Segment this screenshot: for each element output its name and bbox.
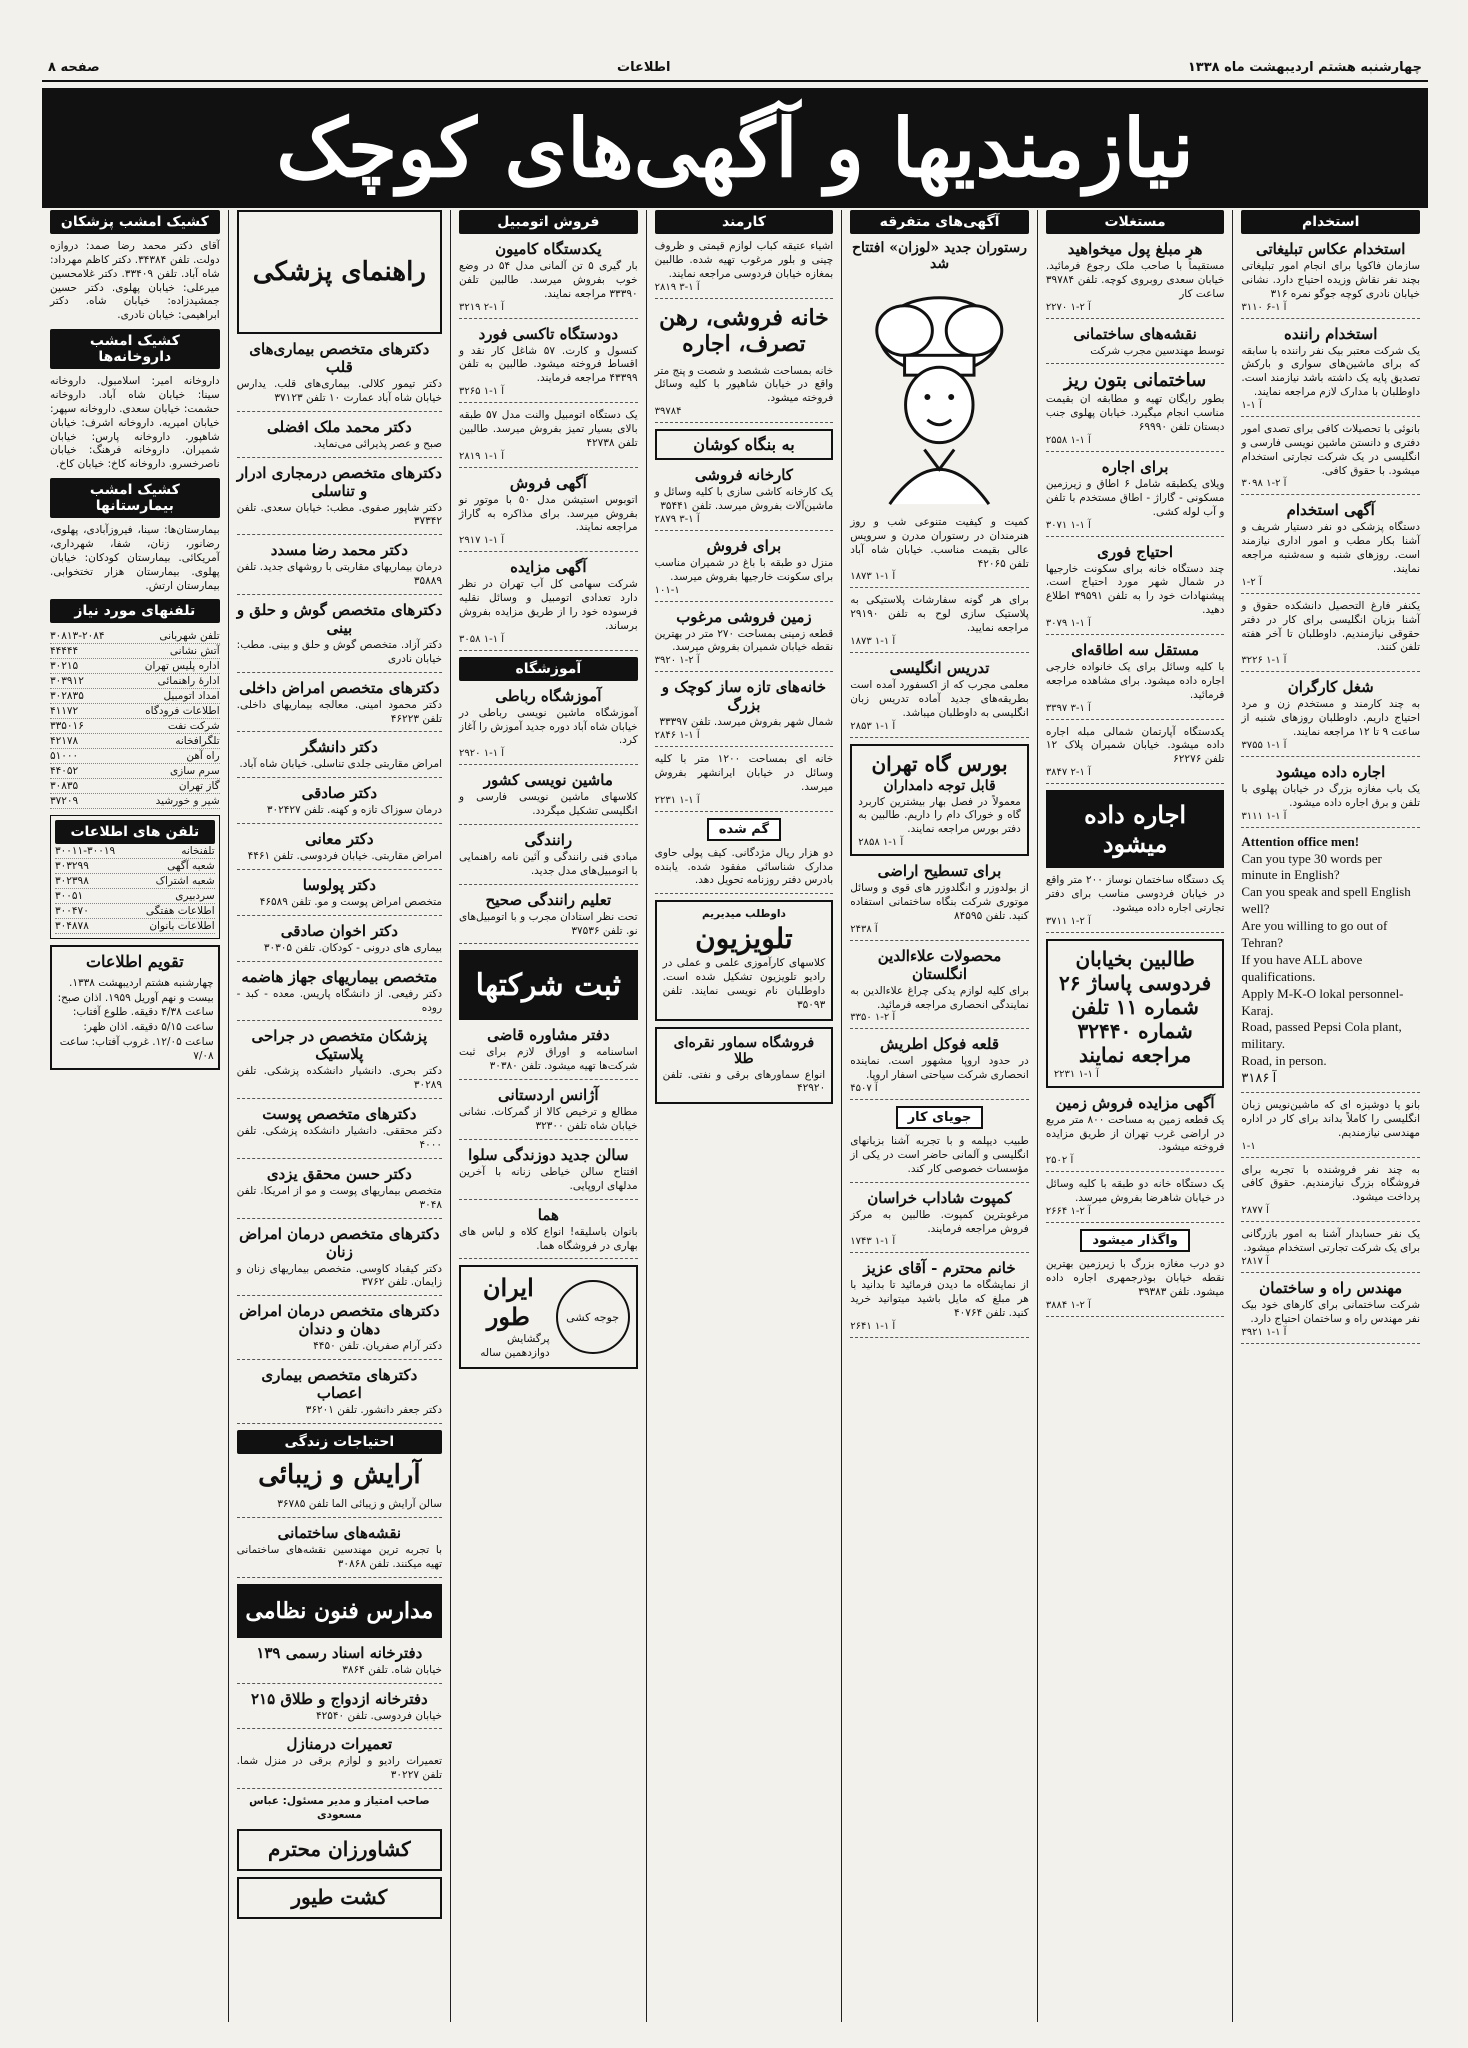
section-head-pharmacies: کشیک امشب داروخانه‌ها: [50, 329, 220, 369]
ad: دکترهای متخصص درمان امراض زنان دکتر کیقباد کاوسی. متخصص بیماریهای زنان و زایمان. تلفن ۳۷۶۲: [237, 1225, 442, 1297]
ad: مهندس راه و ساختمان شرکت ساختمانی برای کارهای خود بیک نفر مهندس راه و ساختمان احتیاج دارد. ۳۹۲۱ آ ۱-۱: [1241, 1279, 1420, 1344]
column-doctors: [228, 210, 450, 2022]
ad: دودستگاه تاکسی فورد کنسول و کارت. ۵۷ شاغل کار نقد و اقساط فروخته میشود. طالبین به تلفن ۴۳۳۹۹ مراجعه فرمایند. ۳۲۶۵ آ ۱-۱: [459, 325, 638, 404]
section-head-real-estate: مستغلات: [1046, 210, 1225, 234]
ad: تعلیم رانندگی صحیح تحت نظر استادان مجرب و با اتومبیل‌های نو. تلفن ۳۷۵۳۶: [459, 891, 638, 945]
ad: ساختمانی بتون ریز بطور رایگان تهیه و مطابقه ان بقیمت مناسب انجام میگیرد. خیابان پهلوی جنب دبستان تلفن ۶۹۹۹۰ ۲۵۵۸ آ ۱-۱: [1046, 370, 1225, 452]
ad: دکتر پولوسا متخصص امراض پوست و مو. تلفن ۴۶۵۸۹: [237, 876, 442, 916]
ad: مستقل سه اطاقه‌ای با کلیه وسائل برای یک خانواده خارجی اجاره داده میشود. برای مشاهده مراجعه فرمائید. ۳۳۹۷ آ ۱-۳: [1046, 641, 1225, 720]
military-school-logo: مدارس فنون نظامی: [237, 1584, 442, 1638]
ad: رانندگی مبادی فنی رانندگی و آئین نامه راهنمایی با اتومبیل‌های مدل جدید.: [459, 831, 638, 885]
ad: دکترهای متخصص بیماری اعصاب دکتر جعفر دانشور. تلفن ۳۶۲۰۱: [237, 1366, 442, 1424]
ad: آگهی مزایده فروش زمین یک قطعه زمین به مساحت ۸۰۰ متر مربع در اراضی غرب تهران از طریق مزایده فروخته میشود. ۲۵۰۲ آ: [1046, 1094, 1225, 1173]
ad: اجاره داده میشود یک باب مغازه بزرگ در خیابان پهلوی با تلفن و برق اجاره داده میشود. ۳۱۱۱ آ ۱-۱: [1241, 763, 1420, 828]
ad: سالن جدید دوزندگی سلوا افتتاح سالن خیاطی زنانه با آخرین مدلهای اروپایی.: [459, 1146, 638, 1200]
ad: نقشه‌های ساختمانی با تجربه ترین مهندسین نقشه‌های ساختمانی تهیه میکنند. تلفن ۳۰۸۶۸: [237, 1524, 442, 1578]
page-number: صفحه ۸: [48, 59, 100, 75]
section-head-life-needs: احتیاجات زندگی: [237, 1430, 442, 1454]
ad: ماشین نویسی کشور کلاسهای ماشین نویسی فارسی و انگلیسی تشکیل میگردد.: [459, 771, 638, 825]
house-sale-heading: خانه فروشی، رهن تصرف، اجاره: [659, 304, 829, 357]
doctors-on-call-text: آقای دکتر محمد رضا صمد: دروازه دولت. تلفن ۳۴۳۸۴. دکتر کاظم مهرداد: شاه آباد. تلفن ۳۳۴۰۹. دکتر غلامحسین میرعلی: خیابان پهلوی. دکتر حسین جمشیدزاده: خیابان شاه. دکتر ابراهیمی: خیابان نادری.: [50, 240, 220, 322]
ad: دکتر اخوان صادقی بیماری های درونی - کودکان. تلفن ۳۰۳۰۵: [237, 922, 442, 962]
ad: کارخانه فروشی یک کارخانه کاشی سازی با کلیه وسائل و ماشین‌آلات بفروش میرسد. تلفن ۳۵۴۴۱ ۲۸۷۹ آ ۱-۳: [655, 466, 834, 531]
ad: استخدام راننده یک شرکت معتبر بیک نفر راننده با سابقه که برای ماشین‌های سواری و بارکش تصدیق پایه یک داشته باشد نیازمند است. داوطلبان با مدارک لازم مراجعه نمایند. آ ۱-۱: [1241, 325, 1420, 417]
ad: آموزشگاه رباطی آموزشگاه ماشین نویسی رباطی در خیابان شاه آباد دوره جدید آموزش را آغاز کرد. ۲۹۲۰ آ ۱-۱: [459, 687, 638, 766]
ad: محصولات علاءالدین انگلستان برای کلیه لوازم یدکی چراغ علاءالدین به نمایندگی انحصاری مراجعه فرمائید. ۳۳۵۰ آ ۲-۱: [850, 947, 1029, 1030]
ad: سالن آرایش و زیبائی الما تلفن ۳۶۷۸۵: [237, 1498, 442, 1518]
ad: یکدستگاه کامیون بار گیری ۵ تن آلمانی مدل ۵۴ در وضع خوب بفروش میرسد. طالبین تلفن ۳۳۳۹۰ مراجعه نمایند. ۳۲۱۹ آ ۱-۲: [459, 240, 638, 319]
hospitals-text: بیمارستان‌ها: سینا، فیروزآبادی، پهلوی، رضانور، زنان، شفا، شهرداری، آمریکائی. بیمارستان کودکان: خیابان پهلوی. بیمارستان هزار تختخوابی. بیمارستان ارتش.: [50, 524, 220, 592]
newspaper-page: [42, 54, 1428, 2022]
classifieds-banner: [42, 88, 1428, 208]
restaurant-title: رستوران جدید «لوزان» افتتاح شد: [852, 240, 1028, 272]
ad: دفترخانه ازدواج و طلاق ۲۱۵ خیابان فردوسی. تلفن ۴۲۵۴۰: [237, 1690, 442, 1730]
ad: آگهی استخدام دستگاه پزشکی دو نفر دستیار شریف و آشنا بکار مطب و امور اداری نیازمند است. روزهای شنبه و سه‌شنبه مراجعه نمایند. آ ۲-۱: [1241, 501, 1420, 593]
company-registration-logo: ثبت شرکتها: [459, 950, 638, 1020]
ad: هما بانوان باسلیقه! انواع کلاه و لباس های بهاری در فروشگاه هما.: [459, 1206, 638, 1260]
phone-row: آتش نشانی ۴۴۴۴۴: [50, 645, 220, 658]
chef-illustration: [850, 280, 1029, 510]
ad: برای فروش منزل دو طبقه با باغ در شمیران مناسب برای سکونت خارجیها بفروش میرسد. ۱۰۱-۱: [655, 537, 834, 602]
ettelaat-calendar: [50, 945, 220, 1070]
columns: [42, 210, 1428, 2022]
ad: یکدستگاه آپارتمان شمالی مبله اجاره داده میشود. خیابان شمیران پلاک ۱۲ تلفن ۶۲۲۷۶ ۳۸۴۷ آ ۱-۲: [1046, 726, 1225, 785]
phone-row: اداره پلیس تهران ۳۰۲۱۵: [50, 660, 220, 673]
ad: برای تسطیح اراضی از بولدوزر و انگلدوزر های قوی و وسائل موتوری شرکت بنگاه ساختمانی استفاده کنید. تلفن ۸۴۵۹۵ ۲۴۳۸ آ: [850, 862, 1029, 941]
ad: پزشکان متخصص در جراحی پلاستیک دکتر بحری. دانشیار دانشکده پزشکی. تلفن ۳۰۲۸۹: [237, 1027, 442, 1099]
samovar-shop-ad: فروشگاه سماور نقره‌ای طلا انواع سماورهای برقی و نفتی. تلفن ۴۲۹۲۰: [655, 1027, 834, 1105]
ettelaat-phones-box: [50, 815, 220, 939]
phones-list: [50, 629, 220, 809]
phone-row: تلگرافخانه ۴۲۱۷۸: [50, 735, 220, 748]
ettelaat-phones-head: تلفن های اطلاعات: [55, 820, 215, 844]
phone-row: اطلاعات هفتگی ۳۰۰۴۷۰: [55, 905, 215, 918]
ad: تدریس انگلیسی معلمی مجرب که از اکسفورد آمده است بطریقه‌های جدید آماده تدریس زبان انگلیسی به داوطلبان میباشد. ۲۸۵۳ آ ۱-۱: [850, 659, 1029, 738]
television-ad: داوطلب میدیریم تلویزیون کلاسهای کارآموزی علمی و عملی در رادیو تلویزیون تشکیل شده است. داوطلبان نام نویسی نمایند. تلفن ۳۵۰۹۳: [655, 900, 834, 1020]
ad: آگهی فروش اتوبوس استیشن مدل ۵۰ با موتور نو بفروش میرسد. برای مذاکره به گاراژ مراجعه نمایند. ۲۹۱۷ آ ۱-۱: [459, 474, 638, 553]
ferdowsi-passage-ad: طالبین بخیابان فردوسی پاساژ ۲۶ شماره ۱۱ تلفن شماره ۳۲۴۴۰ مراجعه نمایند ۲۲۳۱ آ ۱-۱: [1046, 939, 1225, 1088]
phone-row: شعبه آگهی ۳۰۳۲۹۹: [55, 860, 215, 873]
publisher-line: صاحب امتیاز و مدیر مسئول: عباس مسعودی: [249, 1795, 430, 1821]
rent-heading: اجاره داده میشود: [1046, 790, 1225, 868]
section-head-car-sales: فروش اتومبیل: [459, 210, 638, 234]
phone-row: سرم سازی ۴۴۰۵۲: [50, 765, 220, 778]
ad: یک دستگاه خانه دو طبقه با کلیه وسائل در خیابان شاهرضا بفروش میرسد. ۲۶۶۴ آ ۲-۱: [1046, 1178, 1225, 1223]
section-head-misc: آگهی‌های متفرقه: [850, 210, 1029, 234]
column-cars: [450, 210, 646, 2022]
ad: متخصص بیماریهای جهاز هاضمه دکتر رفیعی. از دانشگاه پاریس. معده - کبد - روده: [237, 968, 442, 1022]
ad: دکترهای متخصص پوست دکتر محققی. دانشیار دانشکده پزشکی. تلفن ۴۰۰۰: [237, 1105, 442, 1159]
ad: یکنفر فارغ التحصیل دانشکده حقوق و آشنا بزبان انگلیسی برای کار در دفتر حقوقی نیازمندیم. داوطلبان تا آخر هفته تلفن کنند. ۳۲۲۶ آ ۱-۱: [1241, 600, 1420, 672]
ad: برای اجاره ویلای یکطبقه شامل ۶ اطاق و زیرزمین مسکونی - گاراژ - اطاق مستخدم با تلفن و آب لوله کشی. ۳۰۷۱ آ ۱-۱: [1046, 458, 1225, 537]
ad: قلعه فوکل اطریش در حدود اروپا مشهور است. نماینده انحصاری شرکت سیاحتی اسفار اروپا. ۴۵۰۷ آ: [850, 1035, 1029, 1100]
ad: آگهی مزایده شرکت سهامی کل آب تهران در نظر دارد تعدادی اتومبیل و وسائل نقلیه فرسوده خود را از طریق مزایده بفروش برساند. ۳۰۵۸ آ ۱-۱: [459, 558, 638, 650]
phone-row: اطلاعات بانوان ۳۰۴۸۷۸: [55, 920, 215, 933]
farmers-ad: کشاورزان محترم: [237, 1829, 442, 1871]
section-tag-transfer: واگذار میشود: [1080, 1229, 1189, 1252]
phone-row: راه آهن ۵۱۰۰۰: [50, 750, 220, 763]
ad: دو درب مغازه بزرگ با زیرزمین بهترین نقطه خیابان بوذرجمهری اجاره داده میشود. تلفن ۳۹۳۸۳ ۳۸۸۴ آ ۲-۱: [1046, 1258, 1225, 1317]
column-on-call: [42, 210, 228, 2022]
kashan-agency-box: به بنگاه کوشان: [655, 429, 834, 460]
phone-row: گاز تهران ۳۰۸۳۵: [50, 780, 220, 793]
poultry-ad: کشت طیور: [237, 1877, 442, 1919]
english-ad: Attention office men! Can you type 30 words per minute in English? Can you speak and spell English well? Are you willing to go out of Tehran? If you have ALL above qualifications. Apply M-K-O lokal personnel- Karaj. Road, passed Pepsi Cola plant, military. Road, in person. ۳۱۸۶ آ: [1241, 834, 1420, 1093]
ad: دکتر صادقی درمان سوزاک تازه و کهنه. تلفن ۳۰۲۴۲۷: [237, 784, 442, 824]
column-houses: [646, 210, 842, 2022]
banner-title: نیازمندیها و آگهی‌های کوچک: [276, 101, 1194, 195]
hay-bourse-ad: بورس گاه تهران قابل توجه دامداران معمولاً در فصل بهار بیشترین کاربرد گاه و خوراک دام را داریم. طالبین به دفتر بورس مراجعه نمایند. ۲۸۵۸ آ ۱-۱: [850, 744, 1029, 857]
page-date: چهارشنبه هشتم اردیبهشت ماه ۱۳۳۸: [1187, 59, 1422, 75]
hatchery-circle-icon: جوجه کشی: [556, 1280, 630, 1354]
ad: دکتر محمد رضا مسدد درمان بیماریهای مقاربتی با روشهای جدید. تلفن ۳۵۸۸۹: [237, 541, 442, 595]
calendar-title: تقویم اطلاعات: [85, 952, 184, 972]
section-tag-lost: گم شده: [707, 818, 781, 841]
ad: هر مبلغ پول میخواهید مستقیماً با صاحب ملک رجوع فرمائید. خیابان سعدی روبروی کوچه. تلفن ۳۹۷۸۴ ساعت کار ۲۲۷۰ آ ۲-۱: [1046, 240, 1225, 319]
section-head-school: آموزشگاه: [459, 657, 638, 681]
ad: خانه بمساحت ششصد و شصت و پنج متر واقع در خیابان شاهپور با کلیه وسائل فروخته میشود. ۳۹۷۸۴: [655, 365, 834, 424]
ad: دکترهای متخصص درمجاری ادرار و تناسلی دکتر شاپور صفوی. مطب: خیابان سعدی. تلفن ۳۷۳۴۲: [237, 464, 442, 536]
ad: بانو یا دوشیزه ای که ماشین‌نویس زبان انگلیسی را کاملاً بداند برای کار در اداره مهندسی نیازمندیم. ۱-۱: [1241, 1099, 1420, 1158]
column-misc: [841, 210, 1037, 2022]
section-head-hospitals: کشیک امشب بیمارستانها: [50, 478, 220, 518]
phone-row: شعبه اشتراک ۳۰۲۳۹۸: [55, 875, 215, 888]
ad: کمپوت شاداب خراسان مرغوبترین کمپوت. طالبین به مرکز فروش مراجعه فرمایند. ۱۷۴۳ آ ۱-۱: [850, 1189, 1029, 1254]
ad: یک دستگاه ساختمان نوساز ۲۰۰ متر واقع در خیابان فردوسی مناسب برای دفتر تجارتی اجاره داده میشود. ۳۷۱۱ آ ۲-۱: [1046, 874, 1225, 933]
ad: خانم محترم - آقای عزیز از نمایشگاه ما دیدن فرمائید تا بدانید با هر مبلغ که مایل باشید میتوانید خرید کنید. تلفن ۴۰۷۶۴ ۲۶۴۱ آ ۱-۱: [850, 1259, 1029, 1338]
ad: یک نفر حسابدار آشنا به امور بازرگانی برای یک شرکت تجارتی استخدام میشود. ۲۸۱۷ آ: [1241, 1228, 1420, 1273]
ad: کمیت و کیفیت متنوعی شب و روز هنرمندان در رستوران مدرن و سرویس عالی بقیمت مناسب. خیابان شاه آباد تلفن ۴۲۰۶۵ ۱۸۷۳ آ ۱-۱: [850, 516, 1029, 588]
ad: دکترهای متخصص درمان امراض دهان و دندان دکتر آرام صفریان. تلفن ۴۴۵۰: [237, 1302, 442, 1360]
ad: دکتر حسن محقق یزدی متخصص بیماریهای پوست و مو از امریکا. تلفن ۳۰۴۸: [237, 1165, 442, 1219]
ad: دکتر محمد ملک افضلی صبح و عصر پذیرائی می‌نماید.: [237, 418, 442, 458]
section-head-phones: تلفنهای مورد نیاز: [50, 599, 220, 623]
medical-guide-logo: راهنمای پزشکی: [237, 210, 442, 334]
calendar-body: چهارشنبه هشتم اردیبهشت ۱۳۳۸. بیست و نهم آوریل ۱۹۵۹. اذان صبح: ساعت ۴/۳۸ دقیقه. طلوع آفتاب: ساعت ۵/۱۵ دقیقه. اذان ظهر: ساعت ۱۲/۰۵. غروب آفتاب: ساعت ۷/۰۸: [57, 976, 214, 1063]
ad: یک دستگاه اتومبیل والنت مدل ۵۷ طبقه بالای بسیار تمیز بفروش میرسد. طالبین تلفن ۴۲۷۳۸ ۲۸۱۹ آ ۱-۱: [459, 409, 638, 468]
phone-row: تلفن شهربانی ۳۰۸۱۳-۲۰۸۴: [50, 630, 220, 643]
ad: بانوئی با تحصیلات کافی برای تصدی امور دفتری و دانستن ماشین نویسی فارسی و انگلیسی در یک شرکت تجارتی استخدام میشود. با حقوق کافی. ۳۰۹۸ آ ۲-۱: [1241, 423, 1420, 495]
column-real-estate: [1037, 210, 1233, 2022]
ad: به چند نفر فروشنده با تجربه برای فروشگاه بزرگ نیازمندیم. حقوق کافی پرداخت میشود. ۲۸۷۷ آ: [1241, 1164, 1420, 1223]
column-employment: [1232, 210, 1428, 2022]
ad: خانه ای بمساحت ۱۲۰۰ متر با کلیه وسائل در خیابان ایرانشهر بفروش میرسد. ۲۲۳۱ آ ۱-۱: [655, 753, 834, 812]
beauty-heading: آرایش و زیبائی: [258, 1460, 421, 1491]
section-head-doctors-on-call: کشیک امشب پزشکان: [50, 210, 220, 234]
phone-row: سردبیری ۳۰۰۵۱: [55, 890, 215, 903]
section-head-staff: کارمند: [655, 210, 834, 234]
ad: برای هر گونه سفارشات پلاستیکی به پلاستیک سازی لوح به تلفن ۲۹۱۹۰ مراجعه نمایید. ۱۸۷۳ آ ۱-۱: [850, 594, 1029, 653]
phone-row: اطلاعات فرودگاه ۴۱۱۷۲: [50, 705, 220, 718]
ad: شغل کارگران به چند کارمند و مستخدم زن و مرد احتیاج داریم. داوطلبان روزهای شنبه از ساعت ۹ تا ۱۲ مراجعه نمایند. ۳۷۵۵ آ ۱-۱: [1241, 678, 1420, 757]
phone-row: ادارۀ راهنمائی ۳۰۳۹۱۲: [50, 675, 220, 688]
phone-row: امداد اتومبیل ۳۰۲۸۳۵: [50, 690, 220, 703]
ad: طبیب دیپلمه و با تجربه آشنا بزبانهای انگلیسی و آلمانی حاضر است در یکی از مؤسسات خصوصی کار کند.: [850, 1135, 1029, 1183]
ad: دکتر دانشگر امراض مقاربتی جلدی تناسلی. خیابان شاه آباد.: [237, 738, 442, 778]
ad: دکترهای متخصص امراض داخلی دکتر محمود امینی. معالجه بیماریهای داخلی. تلفن ۴۶۲۲۳: [237, 679, 442, 733]
ad: دکترهای متخصص بیماری‌های قلب دکتر تیمور کلالی. بیماری‌های قلب. یدارس خیابان شاه آباد عمارت ۱۰ تلفن ۳۷۱۲۳: [237, 340, 442, 412]
ad: احتیاج فوری چند دستگاه خانه برای سکونت خارجیها در شمال شهر مورد احتیاج است. پیشنهادات خود را به تلفن ۳۹۵۹۱ اطلاع دهید. ۳۰۷۹ آ ۱-۱: [1046, 543, 1225, 635]
ad: نقشه‌های ساختمانی توسط مهندسین مجرب شرکت: [1046, 325, 1225, 365]
ad: دفترخانه اسناد رسمی ۱۳۹ خیابان شاه. تلفن ۳۸۶۴: [237, 1644, 442, 1684]
section-head-employment: استخدام: [1241, 210, 1420, 234]
paper-name: اطلاعات: [617, 59, 671, 75]
phone-row: شیر و خورشید ۳۷۲۰۹: [50, 795, 220, 808]
iran-tour-ad: جوجه کشی ایران طور پرگشایش دوازدهمین ساله: [459, 1265, 638, 1369]
phone-row: شرکت نفت ۳۳۵۰۱۶: [50, 720, 220, 733]
ad: زمین فروشی مرغوب قطعه زمینی بمساحت ۲۷۰ متر در بهترین نقطه خیابان شمیران بفروش میرسد. ۳۹۲۰ آ ۲-۱: [655, 608, 834, 673]
pharmacies-text: داروخانه امیر: اسلامبول. داروخانه سینا: خیابان شاه آباد. داروخانه حشمت: خیابان سعدی. داروخانه سپهر: خیابان امیریه. داروخانه اشرف: خیابان شاهپور. داروخانه پارس: خیابان شمیران. داروخانه فرهنگ: خیابان ناصرخسرو. داروخانه کاخ: خیابان کاخ.: [50, 375, 220, 471]
phone-row: تلفنخانه ۳۰۰۱۱-۳۰۰۱۹: [55, 845, 215, 858]
section-tag-job-seekers: جویای کار: [896, 1106, 984, 1129]
ad: آژانس اردستانی مطالع و ترخیص کالا از گمرکات. نشانی خیابان شاه تلفن ۳۲۳۰۰: [459, 1086, 638, 1140]
ad: دکترهای متخصص گوش و حلق و بینی دکتر آزاد. متخصص گوش و حلق و بینی. مطب: خیابان نادری: [237, 601, 442, 673]
ad: اشیاء عتیقه کباب لوازم قیمتی و ظروف چینی و بلور مرغوب تهیه شده. طالبین بمغازه خیابان فردوسی مراجعه نمایند. ۲۸۱۹ آ ۱-۳: [655, 240, 834, 299]
ad: تعمیرات درمنازل تعمیرات رادیو و لوازم برقی در منزل شما. تلفن ۳۰۲۲۷: [237, 1735, 442, 1789]
ad: خانه‌های تازه ساز کوچک و بزرگ شمال شهر بفروش میرسد. تلفن ۳۳۳۹۷ ۲۸۴۶ آ ۱-۱: [655, 678, 834, 747]
ad: دو هزار ریال مژدگانی. کیف پولی حاوی مدارک شناسائی مفقود شده. یابنده بادرس دفتر روزنامه تحویل دهد.: [655, 847, 834, 895]
ad: دکتر معانی امراض مقاربتی. خیابان فردوسی. تلفن ۴۴۶۱: [237, 830, 442, 870]
ad: دفتر مشاوره قاضی اساسنامه و اوراق لازم برای ثبت شرکت‌ها تهیه میشود. تلفن ۳۰۳۸۰: [459, 1026, 638, 1080]
page-header: [42, 54, 1428, 82]
ad: استخدام عکاس تبلیغاتی سازمان فاکوپا برای انجام امور تبلیغاتی بچند نفر نقاش وزیده احتیاج دارد. نشانی خیابان نادری کوچه جوگو نمره ۳۱۶ ۳۱۱۰ آ ۱-۶: [1241, 240, 1420, 319]
